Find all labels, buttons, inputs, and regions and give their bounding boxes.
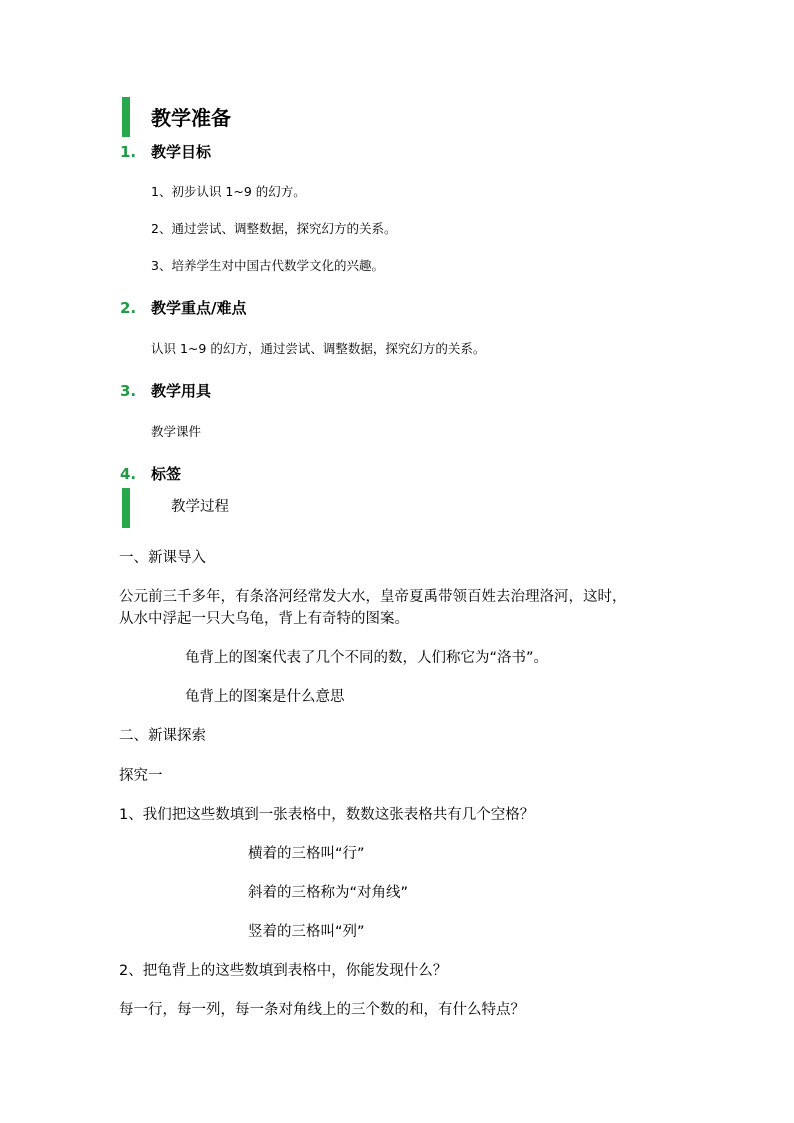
process-accent-bar — [122, 488, 130, 528]
explore-diagonal-definition: 斜着的三格称为“对角线” — [248, 885, 409, 901]
tools-text: 教学课件 — [151, 424, 202, 439]
key-points-text: 认识 1~9 的幻方，通过尝试、调整数据，探究幻方的关系。 — [151, 341, 486, 356]
intro-question-2: 龟背上的图案是什么意思 — [185, 689, 345, 705]
explore-column-definition: 竖着的三格叫“列” — [248, 924, 365, 940]
section-4-title: 标签 — [151, 465, 182, 483]
page-heading: 教学准备 — [151, 106, 231, 130]
process-heading: 教学过程 — [171, 499, 229, 515]
intro-question-1: 龟背上的图案代表了几个不同的数，人们称它为“洛书”。 — [185, 650, 549, 666]
intro-title: 一、新课导入 — [119, 550, 206, 566]
section-2-title: 教学重点/难点 — [151, 299, 247, 317]
explore-paragraph-2: 2、把龟背上的这些数填到表格中，你能发现什么？ — [119, 963, 448, 979]
section-3-title: 教学用具 — [151, 382, 212, 400]
section-4-number: 4. — [120, 465, 137, 483]
heading-accent-bar — [122, 97, 130, 137]
intro-story-line-1: 公元前三千多年，有条洛河经常发大水，皇帝夏禹带领百姓去治理洛河，这时， — [119, 589, 627, 605]
explore-row-definition: 横着的三格叫“行” — [248, 846, 365, 862]
explore-paragraph-3: 每一行，每一列，每一条对角线上的三个数的和，有什么特点？ — [119, 1002, 525, 1018]
section-3-number: 3. — [120, 382, 137, 400]
section-2-number: 2. — [120, 299, 137, 317]
objective-3: 3、培养学生对中国古代数学文化的兴趣。 — [151, 258, 384, 273]
explore-title: 二、新课探索 — [119, 728, 206, 744]
objective-2: 2、通过尝试、调整数据，探究幻方的关系。 — [151, 221, 397, 236]
explore-sub-title: 探究一 — [119, 768, 163, 784]
objective-1: 1、初步认识 1~9 的幻方。 — [151, 184, 306, 199]
explore-paragraph-1: 1、我们把这些数填到一张表格中，数数这张表格共有几个空格？ — [119, 807, 535, 823]
intro-story-line-2: 从水中浮起一只大乌龟，背上有奇特的图案。 — [119, 611, 409, 627]
section-1-title: 教学目标 — [151, 143, 212, 161]
section-1-number: 1. — [120, 143, 137, 161]
